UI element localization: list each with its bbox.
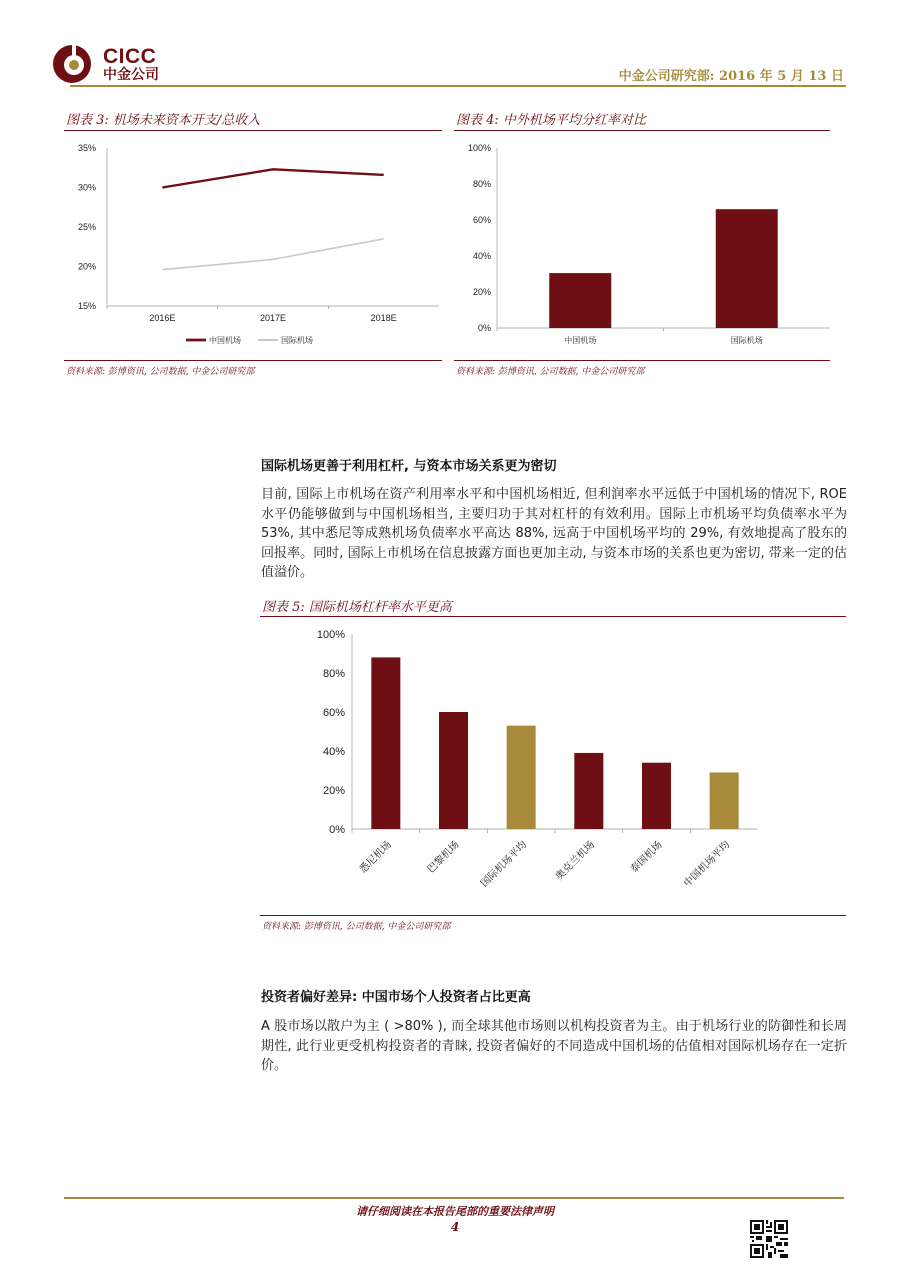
y-tick-label: 80% (472, 179, 491, 189)
footer-rule (64, 1197, 844, 1199)
fig5-bar-chart (260, 622, 846, 910)
y-tick-label: 80% (322, 668, 345, 680)
section1-body: 目前, 国际上市机场在资产利用率水平和中国机场相近, 但利润率水平远低于中国机场的情况下, ROE 水平仍能够做到与中国机场相当, 主要归功于其对杠杆的有效利用。国际上市机场平均负债率水平为 53%, 其中悉尼等成熟机场负债率水平高达 88%, 远高于中国机场平均的 29%, 有效地提高了股东的回报率。同时, 国际上市机场在信息披露方面也更加主动, 与资本市场的关系也更为密切, 带来一定的估值溢价。 (261, 487, 847, 580)
page-number: 4 (450, 1220, 460, 1234)
fig4-bottom-rule (454, 360, 830, 361)
x-category-label: 中国机场 (564, 336, 597, 345)
fig5-bottom-rule (260, 915, 846, 916)
fig3-line-chart (64, 138, 442, 353)
series-line-2 (162, 239, 383, 270)
fig5-top-rule (260, 616, 846, 617)
series-line-1 (162, 169, 383, 187)
x-tick-label: 2018E (370, 313, 397, 323)
legend-label-1: 中国机场 (209, 336, 241, 345)
bar-5 (642, 763, 671, 829)
bar-2 (439, 712, 468, 829)
x-tick-label: 2017E (259, 313, 287, 323)
y-tick-label: 100% (316, 629, 345, 641)
y-tick-label: 20% (472, 287, 491, 297)
y-tick-label: 60% (322, 707, 345, 719)
x-tick-label: 2016E (149, 313, 176, 323)
bar-6 (710, 772, 739, 829)
bar-1 (549, 273, 611, 328)
x-category-label: 奥克兰机场 (553, 839, 597, 883)
y-tick-label: 20% (77, 261, 96, 272)
bar-1 (371, 657, 400, 829)
bar-2 (716, 209, 778, 328)
x-category-label: 悉尼机场 (357, 839, 394, 876)
y-tick-label: 20% (322, 785, 345, 797)
logo-cn: 中金公司 (103, 67, 159, 83)
y-tick-label: 35% (77, 143, 96, 153)
section1-heading: 国际机场更善于利用杠杆, 与资本市场关系更为密切 (261, 459, 557, 474)
fig3-bottom-rule (64, 360, 442, 361)
y-tick-label: 30% (77, 182, 96, 193)
y-tick-label: 100% (467, 143, 491, 153)
fig5-source: 资料来源: 彭博资讯, 公司数据, 中金公司研究部 (262, 922, 451, 932)
header-rule (70, 85, 846, 87)
x-category-label: 国际机场平均 (479, 839, 530, 890)
section2-body: A 股市场以散户为主 ( >80% ), 而全球其他市场则以机构投资者为主。由于机场行业的防御性和长周期性, 此行业更受机构投资者的青睐, 投资者偏好的不同造成中国机场的估值相对国际机场存在一定折价。 (261, 1019, 847, 1073)
x-category-label: 国际机场 (730, 336, 763, 345)
x-category-label: 泰国机场 (628, 839, 665, 876)
y-tick-label: 40% (472, 251, 491, 261)
fig3-source: 资料来源: 彭博资讯, 公司数据, 中金公司研究部 (66, 367, 255, 377)
footer-legal-note: 请仔细阅读在本报告尾部的重要法律声明 (356, 1205, 554, 1218)
bar-4 (574, 753, 603, 829)
fig4-top-rule (454, 130, 830, 131)
qr-code-icon (750, 1220, 788, 1258)
x-category-label: 巴黎机场 (425, 839, 462, 876)
fig4-source: 资料来源: 彭博资讯, 公司数据, 中金公司研究部 (456, 367, 645, 377)
y-tick-label: 40% (322, 746, 345, 758)
y-tick-label: 0% (477, 323, 491, 333)
logo-en: CICC (103, 45, 157, 68)
legend-label-2: 国际机场 (281, 336, 313, 345)
x-category-label: 中国机场平均 (682, 839, 733, 890)
section2-heading: 投资者偏好差异: 中国市场个人投资者占比更高 (261, 990, 531, 1005)
y-tick-label: 60% (472, 215, 491, 225)
fig4-title: 图表 4: 中外机场平均分红率对比 (456, 113, 646, 128)
bar-3 (507, 726, 536, 829)
fig5-title: 图表 5: 国际机场杠杆率水平更高 (262, 600, 452, 615)
fig3-title: 图表 3: 机场未来资本开支/总收入 (66, 113, 261, 128)
fig3-top-rule (64, 130, 442, 131)
logo-text (103, 47, 159, 84)
y-tick-label: 0% (329, 824, 345, 836)
header-date: 中金公司研究部: 2016 年 5 月 13 日 (618, 69, 844, 84)
y-tick-label: 15% (77, 301, 96, 311)
fig4-bar-chart (454, 138, 830, 353)
y-tick-label: 25% (77, 222, 96, 232)
cicc-logo-icon (52, 44, 92, 84)
